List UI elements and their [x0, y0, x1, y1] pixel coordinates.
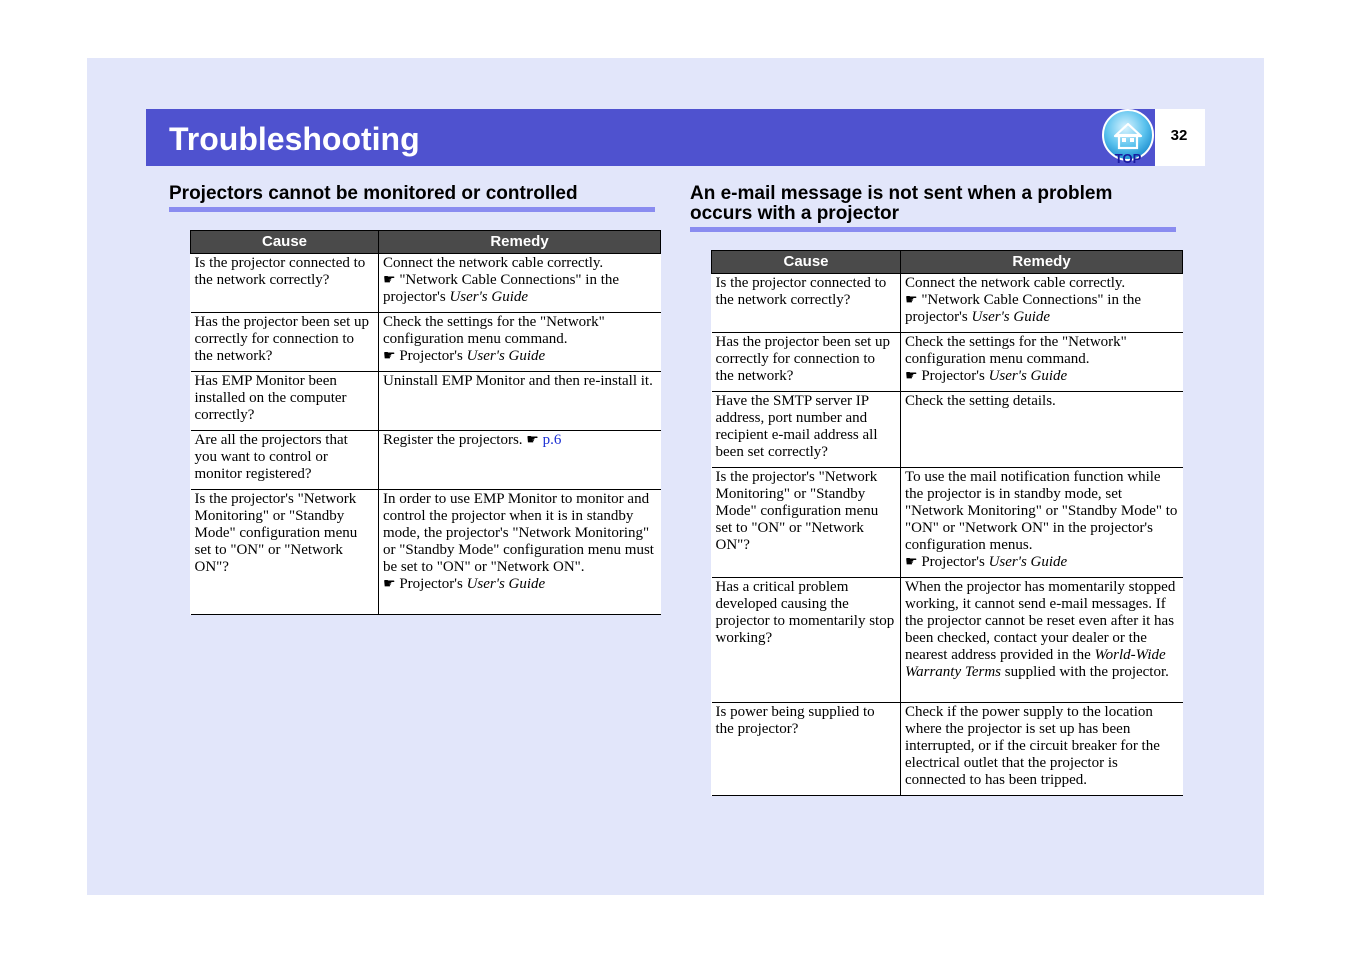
remedy-text: Register the projectors. [383, 432, 523, 448]
pointing-hand-icon: ☛ [905, 554, 918, 570]
reference-guide: User's Guide [466, 348, 546, 364]
table-row [191, 313, 661, 372]
right-section-rule [690, 227, 1176, 232]
reference-text: Projector's [921, 554, 989, 570]
reference-guide: User's Guide [988, 554, 1068, 570]
left-section-rule [169, 207, 655, 212]
cause-cell: Are all the projectors that you want to control or monitor registered? [191, 431, 379, 490]
cause-cell: Has a critical problem developed causing the projector to momentarily stop working? [712, 578, 901, 703]
table-row [191, 372, 661, 431]
cause-cell: Have the SMTP server IP address, port number and recipient e-mail address all been set correctly? [712, 392, 901, 468]
cause-header: Cause [712, 251, 901, 274]
reference-guide: User's Guide [971, 309, 1051, 325]
table-row [712, 703, 1183, 796]
reference-text: Projector's [399, 348, 467, 364]
remedy-cell: Uninstall EMP Monitor and then re-install it. [379, 372, 661, 431]
left-section-title: Projectors cannot be monitored or controlled [169, 183, 578, 204]
cause-cell: Is the projector connected to the network correctly? [712, 274, 901, 333]
remedy-cell: Check if the power supply to the location where the projector is set up has been interrupted, or if the circuit breaker for the electrical outlet that the projector is connected to has been tripped. [901, 703, 1183, 796]
remedy-header: Remedy [379, 231, 661, 254]
remedy-text: Connect the network cable correctly. [383, 255, 604, 271]
reference-guide: User's Guide [466, 576, 546, 592]
pointing-hand-icon: ☛ [526, 432, 539, 448]
reference-text: Projector's [399, 576, 467, 592]
remedy-header: Remedy [901, 251, 1183, 274]
pointing-hand-icon: ☛ [905, 368, 918, 384]
cause-cell: Is the projector's "Network Monitoring" or "Standby Mode" configuration menu set to "ON" or "Network ON"? [191, 490, 379, 615]
remedy-cell [379, 431, 661, 490]
remedy-text-end: supplied with the projector. [1001, 664, 1169, 680]
remedy-cell [379, 490, 661, 615]
cause-cell: Has the projector been set up correctly for connection to the network? [191, 313, 379, 372]
page-title: Troubleshooting [169, 121, 420, 157]
remedy-cell [901, 578, 1183, 703]
remedy-text: When the projector has momentarily stopped working, it cannot send e-mail messages. If the projector cannot be reset even after it has been checked, contact your dealer or the nearest address provided in the [905, 579, 1176, 663]
remedy-text: Connect the network cable correctly. [905, 275, 1126, 291]
table-row [191, 490, 661, 615]
table-header-row [191, 231, 661, 254]
warranty-terms: World-Wide Warranty Terms [905, 647, 1166, 680]
table-row [191, 254, 661, 313]
cause-cell: Is power being supplied to the projector? [712, 703, 901, 796]
reference-guide: User's Guide [988, 368, 1068, 384]
table-row [712, 274, 1183, 333]
right-section-title [690, 184, 1112, 224]
remedy-cell [379, 313, 661, 372]
reference-text: "Network Cable Connections" in the projector's [383, 272, 620, 305]
cause-cell: Has the projector been set up correctly for connection to the network? [712, 333, 901, 392]
remedy-text: Check the settings for the "Network" configuration menu command. [905, 334, 1127, 367]
page-link[interactable]: p.6 [542, 432, 562, 448]
right-trouble-table [711, 250, 1183, 796]
right-section-title-line1: An e-mail message is not sent when a problem [690, 183, 1113, 204]
pointing-hand-icon: ☛ [905, 292, 918, 308]
pointing-hand-icon: ☛ [383, 576, 396, 592]
remedy-text: Check the settings for the "Network" configuration menu command. [383, 314, 605, 347]
reference-text: "Network Cable Connections" in the projector's [905, 292, 1142, 325]
top-label: TOP [1114, 151, 1142, 166]
remedy-text: To use the mail notification function while the projector is in standby mode, set "Network Monitoring" or "Standby Mode" to "ON" or "Network ON" in the projector's configuration menus. [905, 469, 1178, 553]
cause-cell: Is the projector connected to the network correctly? [191, 254, 379, 313]
remedy-text: In order to use EMP Monitor to monitor and control the projector when it is in standby mode, the projector's "Network Monitoring" or "Standby Mode" configuration menu must be set to "ON" or "Network ON". [383, 491, 654, 575]
table-row [712, 333, 1183, 392]
pointing-hand-icon: ☛ [383, 272, 396, 288]
table-row [712, 578, 1183, 703]
table-row [712, 468, 1183, 578]
table-row [712, 392, 1183, 468]
cause-cell: Is the projector's "Network Monitoring" or "Standby Mode" configuration menu set to "ON" or "Network ON"? [712, 468, 901, 578]
top-button[interactable] [1101, 108, 1155, 166]
table-row [191, 431, 661, 490]
page-number-box [1155, 109, 1205, 166]
table-header-row [712, 251, 1183, 274]
right-section-title-line2: occurs with a projector [690, 203, 900, 224]
reference-text: Projector's [921, 368, 989, 384]
remedy-cell [901, 333, 1183, 392]
remedy-cell [901, 274, 1183, 333]
pointing-hand-icon: ☛ [383, 348, 396, 364]
left-trouble-table [190, 230, 661, 615]
remedy-cell [901, 468, 1183, 578]
cause-cell: Has EMP Monitor been installed on the computer correctly? [191, 372, 379, 431]
remedy-cell [379, 254, 661, 313]
page-number: 32 [1170, 127, 1188, 144]
remedy-cell: Check the setting details. [901, 392, 1183, 468]
cause-header: Cause [191, 231, 379, 254]
reference-guide: User's Guide [449, 289, 529, 305]
